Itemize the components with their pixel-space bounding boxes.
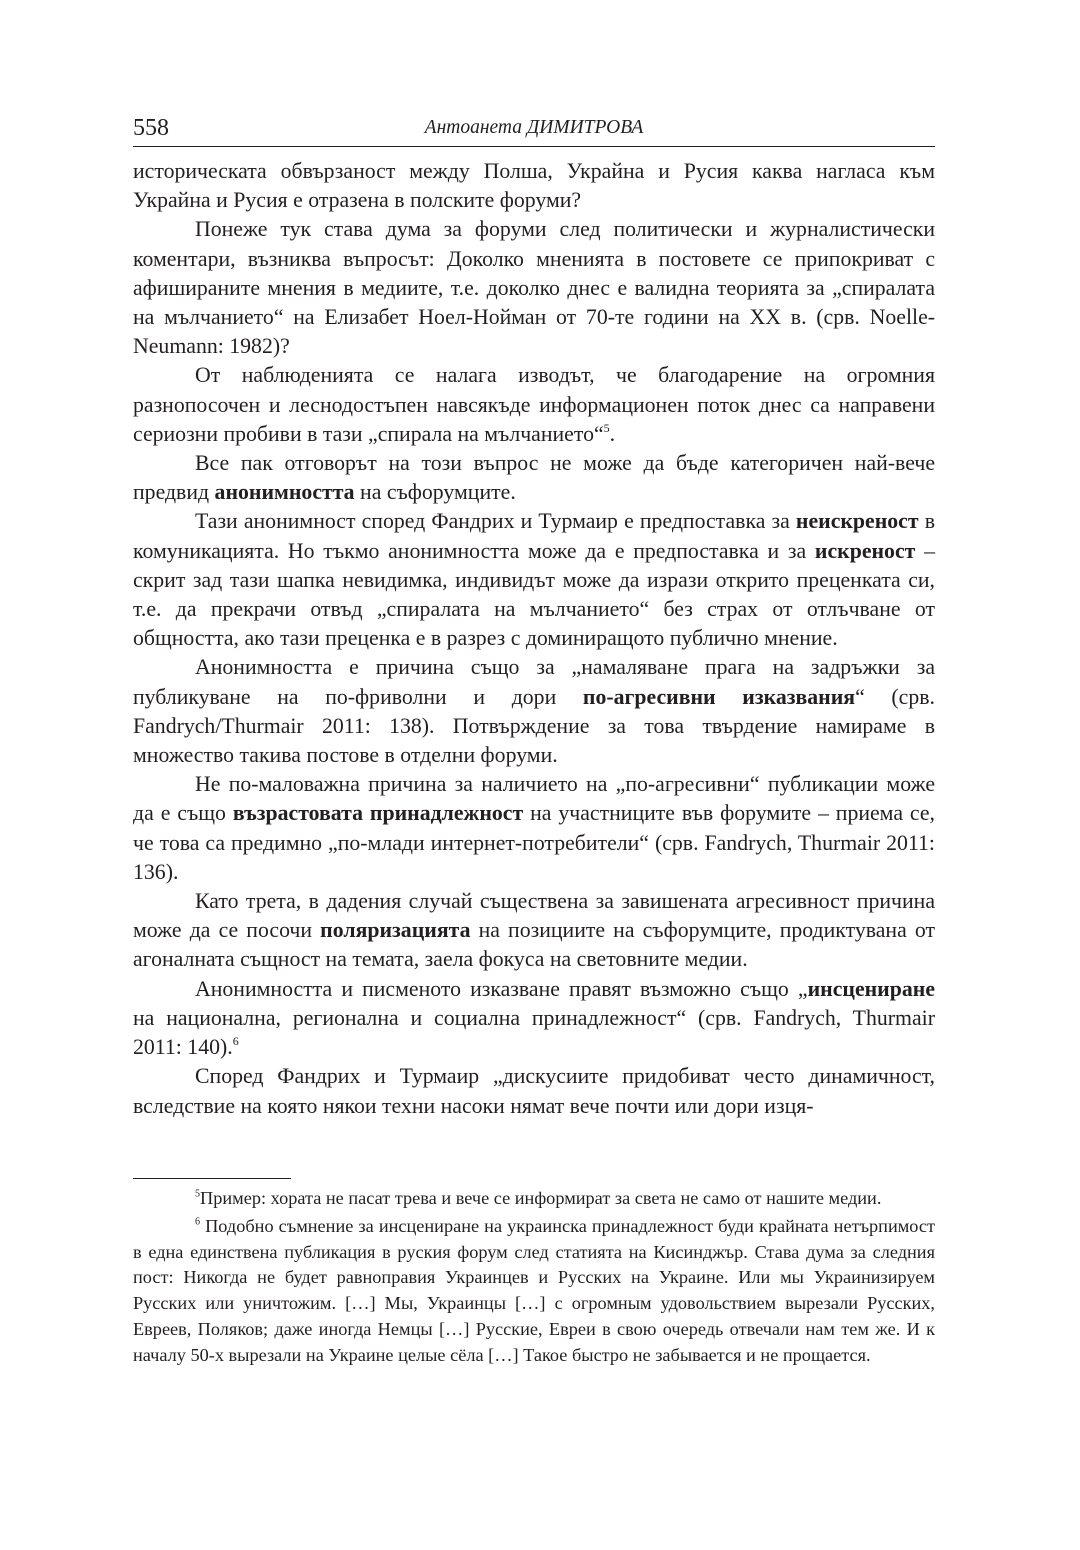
paragraph-8 [133, 887, 935, 975]
paragraph-text: – скрит зад тази шапка невидимка, индивидът може да изрази открито преценката си, т.е. да прекрачи отвъд „спиралата на мълчанието“ без страх от отлъчване от общността, ако тази преценка е в разрез с доминиращото публично мнение. [133, 538, 935, 651]
bold-term: инсцениране [807, 976, 935, 1001]
paragraph-10 [133, 1062, 935, 1120]
paragraph-7 [133, 770, 935, 887]
bold-term: възрастовата принадлежност [232, 801, 524, 826]
page-header [133, 112, 935, 147]
body-text [133, 157, 935, 1121]
bold-term: анонимността [214, 480, 355, 505]
paragraph-text: . [609, 421, 616, 446]
paragraph-text: Като трета, в дадения случай съществена за завишената агресивност причина може да се посочи [133, 889, 935, 943]
footnote-6 [133, 1214, 935, 1369]
footnote-text: Пример: хората не пасат трева и вече се информират за света не само от нашите медии. [200, 1188, 882, 1208]
paragraph-text: в комуникацията. Но тъкмо анонимността може да е предпоставка и за [133, 509, 935, 563]
paragraph-2 [133, 215, 935, 361]
paragraph-text: на позициите на съфорумците, продиктувана от агоналната същност на темата, заела фокуса на световните медии. [133, 918, 935, 972]
footnote-marker: 6 [195, 1216, 201, 1228]
footnote-ref-6[interactable]: 6 [232, 1034, 239, 1049]
footnote-divider [133, 1178, 291, 1179]
bold-term: по-агресивни изказвания [582, 684, 856, 709]
paragraph-9 [133, 975, 935, 1063]
paragraph-text: Според Фандрих и Турмаир „дискусиите придобиват често динамичност, вследствие на която някои техни насоки нямат вече почти или дори изця- [133, 1064, 935, 1118]
paragraph-text: историческата обвързаност между Полша, Украйна и Русия каква нагласа към Украйна и Русия е отразена в полските форуми? [133, 159, 935, 213]
bold-term: поляризацията [320, 918, 471, 943]
paragraph-text: на съфорумците. [354, 480, 516, 505]
footnote-text: Подобно съмнение за инсцениране на украинска принадлежност буди крайната нетърпимост в една единствена публикация в руския форум след статията на Кисинджър. Става дума за следния пост: Никогда не будет равноправия Украинцев и Русских на Украине. Или мы Украинизируем Русских или уничтожим. […] Мы, Украинцы […] с огромным удовольствием вырезали Русских, Евреев, Поляков; даже иногда Немцы […] Русские, Евреи в свою очередь отвечали нам тем же. И к началу 50-х вырезали на Украине целые сёла […] Такое быстро не забывается и не прощается. [133, 1215, 935, 1365]
footnote-ref-5[interactable]: 5 [603, 420, 610, 435]
paragraph-text: Все пак отговорът на този въпрос не може да бъде категоричен най-вече предвид [133, 451, 935, 505]
footnote-5 [133, 1186, 935, 1212]
paragraph-3 [133, 361, 935, 449]
page-number: 558 [133, 115, 169, 141]
bold-term: искреност [814, 538, 916, 563]
footnote-marker: 5 [195, 1188, 201, 1200]
paragraph-text: Анонимността е причина също за „намаляване прага на задръжки за публикуване на по-фриволни и дори [133, 655, 935, 709]
running-head: Антоанета ДИМИТРОВА [424, 117, 644, 138]
paragraph-text: Понеже тук става дума за форуми след политически и журналистически коментари, възниква въпросът: Доколко мненията в постовете се припокриват с афишираните мнения в медиите, т.е. доколко днес е валидна теорията за „спиралата на мълчанието“ на Елизабет Ноел-Нойман от 70-те години на XX в. (срв. Noelle-Neumann: 1982)? [133, 217, 935, 359]
paragraph-text: Анонимността и писменото изказване правят възможно също „ [195, 976, 808, 1001]
paragraph-1 [133, 157, 935, 215]
paragraph-text: на национална, регионална и социална принадлежност“ (срв. Fandrych, Thurmair 2011: 140). [133, 1005, 935, 1060]
footnotes [133, 1186, 935, 1369]
paragraph-text: От наблюденията се налага изводът, че благодарение на огромния разнопосочен и леснодостъпен навсякъде информационен поток днес са направени сериозни пробиви в тази „спирала на мълчанието“ [133, 363, 935, 446]
bold-term: неискреност [795, 509, 919, 534]
paragraph-6 [133, 653, 935, 770]
paragraph-4 [133, 449, 935, 507]
paragraph-text: “ (срв. Fandrych/Thurmair 2011: 138). Потвърждение за това твърдение намираме в множество такива постове в отделни форуми. [133, 684, 935, 768]
paragraph-text: на участниците във форумите – приема се, че това са предимно „по-млади интернет-потребители“ (срв. Fandrych, Thurmair 2011: 136). [133, 801, 935, 884]
paragraph-text: Тази анонимност според Фандрих и Турмаир е предпоставка за [195, 509, 796, 534]
paragraph-text: Не по-маловажна причина за наличието на „по-агресивни“ публикации може да е също [133, 772, 935, 826]
paragraph-5 [133, 507, 935, 653]
